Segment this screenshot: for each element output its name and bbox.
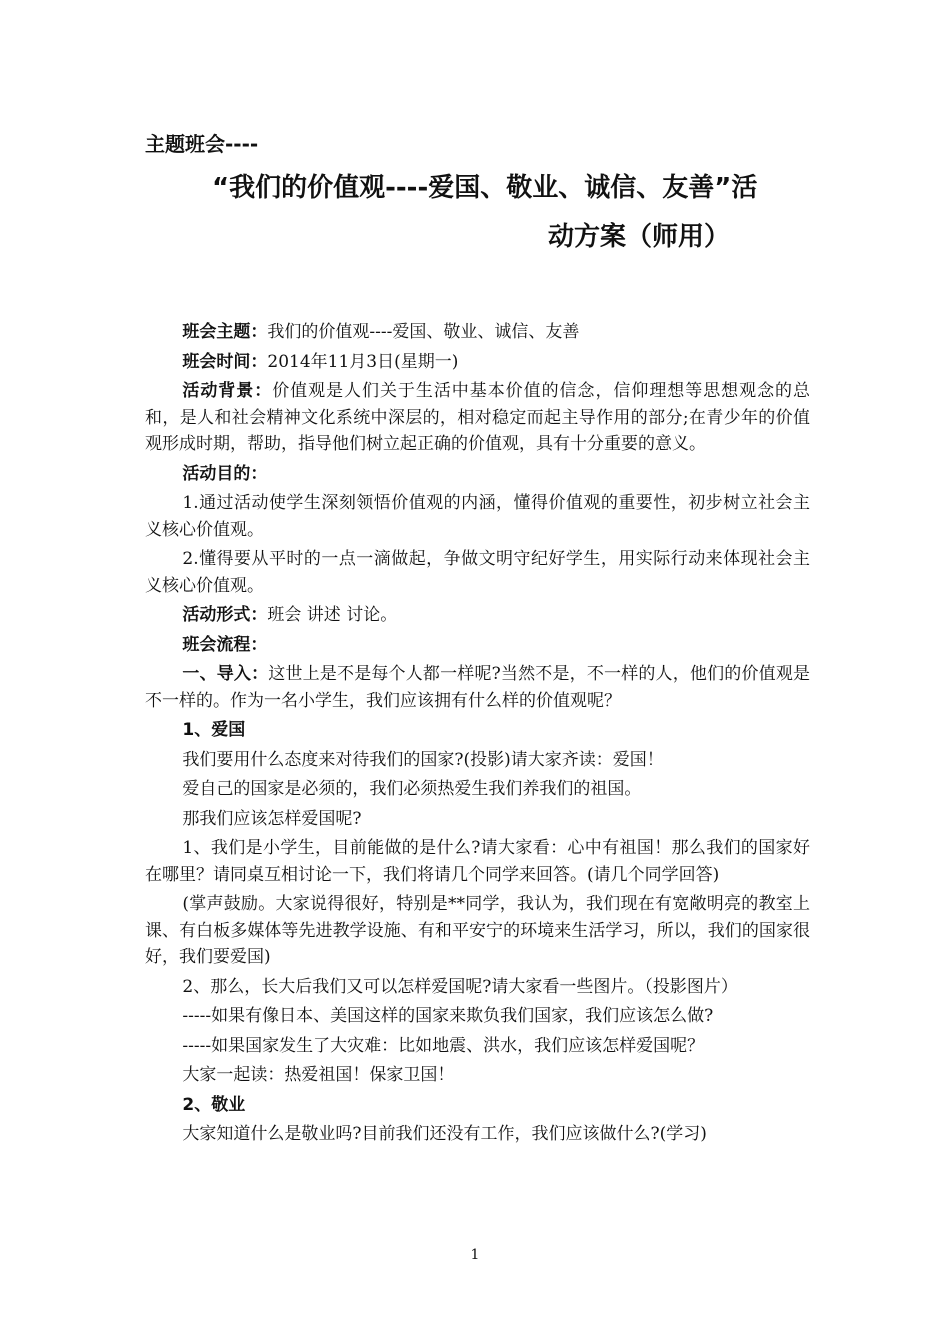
- purpose-heading: [145, 461, 810, 488]
- process-label: 班会流程：: [182, 634, 268, 655]
- form-value: 班会 讲述 讨论。: [267, 605, 398, 625]
- section-1-paragraph: -----如果国家发生了大灾难：比如地震、洪水，我们应该怎样爱国呢？: [182, 1035, 705, 1056]
- section-1-paragraph: (掌声鼓励。大家说得很好，特别是**同学，我认为，我们现在有宽敞明亮的教室上课、有白板多媒体等先进教学设施、有和平安宁的环境来生活学习，所以，我们的国家很好，我们要爱国): [145, 894, 810, 967]
- background-text: 价值观是人们关于生活中基本价值的信念，信仰理想等思想观念的总和，是人和社会精神文化系统中深层的，相对稳定而起主导作用的部分;在青少年的价值观形成时期，帮助，指导他们树立起正确的价值观，具有十分重要的意义。: [145, 381, 811, 454]
- theme-line: [145, 319, 810, 346]
- form-line: [145, 602, 810, 629]
- section-1-paragraph: 爱自己的国家是必须的，我们必须热爱生我们养我们的祖国。: [182, 779, 642, 799]
- intro-label: 一、导入：: [182, 664, 269, 684]
- purpose-item-2: 2.懂得要从平时的一点一滴做起，争做文明守纪好学生，用实际行动来体现社会主义核心价值观。: [145, 549, 810, 596]
- title-line-1: 主题班会----: [145, 132, 259, 156]
- section-1-paragraph: 1、我们是小学生，目前能做的是什么?请大家看：心中有祖国！那么我们的国家好在哪里？请同桌互相讨论一下，我们将请几个同学来回答。(请几个同学回答): [145, 838, 810, 885]
- section-1-paragraph: 那我们应该怎样爱国呢?: [182, 808, 362, 829]
- section-1-paragraph: 2、那么，长大后我们又可以怎样爱国呢?请大家看一些图片。（投影图片）: [182, 976, 738, 997]
- title-line-3: 动方案（师用）: [548, 222, 731, 252]
- title-line-2: “我们的价值观----爱国、敬业、诚信、友善”活: [212, 173, 758, 203]
- purpose-label: 活动目的：: [182, 463, 268, 484]
- intro-paragraph: [145, 661, 810, 714]
- time-value: 2014年11月3日(星期一): [267, 351, 459, 372]
- background-label: 活动背景：: [182, 381, 273, 401]
- page-number: 1: [470, 1247, 480, 1263]
- section-1-paragraph: -----如果有像日本、美国这样的国家来欺负我们国家，我们应该怎么做?: [182, 1006, 714, 1026]
- section-2-heading: [145, 1092, 810, 1119]
- time-line: [145, 349, 810, 376]
- section-1-paragraph: 大家一起读：热爱祖国！保家卫国！: [182, 1065, 455, 1085]
- purpose-item-1: 1.通过活动使学生深刻领悟价值观的内涵，懂得价值观的重要性，初步树立社会主义核心价值观。: [145, 493, 810, 540]
- document-body: [145, 319, 810, 1151]
- intro-text: 这世上是不是每个人都一样呢?当然不是，不一样的人，他们的价值观是不一样的。作为一名小学生，我们应该拥有什么样的价值观呢？: [145, 664, 810, 711]
- theme-label: 班会主题：: [182, 322, 268, 342]
- form-label: 活动形式：: [182, 605, 268, 625]
- theme-value: 我们的价值观----爱国、敬业、诚信、友善: [267, 322, 580, 342]
- process-heading: [145, 632, 810, 659]
- section-1-heading-text: 1、爱国: [182, 720, 246, 740]
- section-1-paragraph: 我们要用什么态度来对待我们的国家?(投影)请大家齐读：爱国！: [182, 749, 664, 770]
- section-2-heading-text: 2、敬业: [182, 1094, 246, 1115]
- time-label: 班会时间：: [182, 351, 268, 372]
- section-1-heading: [145, 717, 810, 744]
- section-2-paragraph: 大家知道什么是敬业吗?目前我们还没有工作，我们应该做什么?(学习): [182, 1124, 707, 1144]
- background-paragraph: [145, 378, 810, 458]
